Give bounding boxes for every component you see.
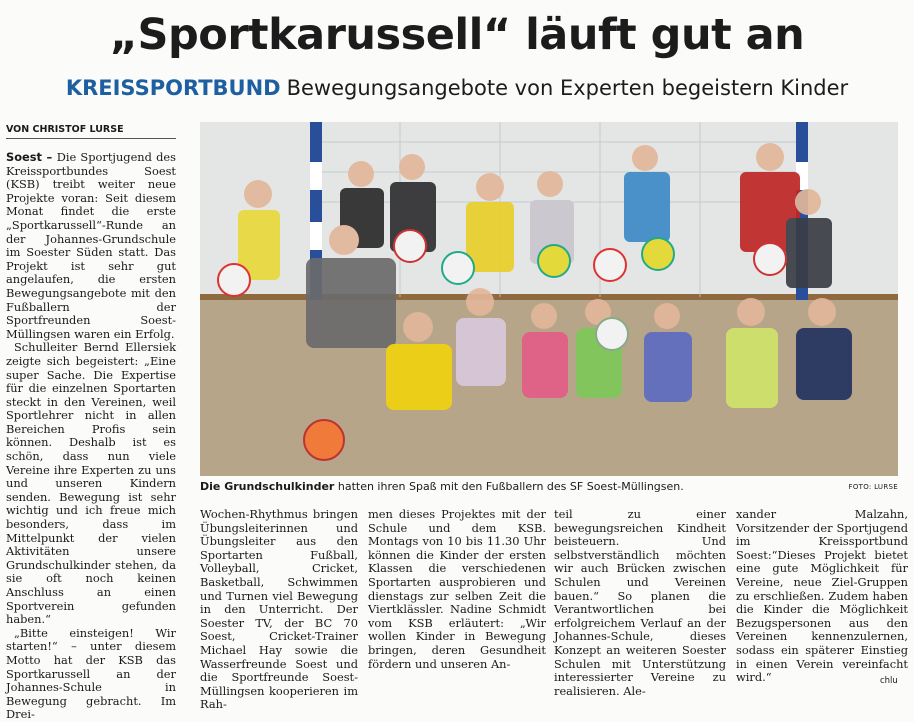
headline: „Sportkarussell“ läuft gut an — [109, 10, 805, 60]
photo-credit: FOTO: LURSE — [848, 483, 898, 491]
photo-caption — [200, 480, 898, 496]
article-column-2 — [200, 507, 358, 712]
paragraph — [6, 151, 176, 341]
paragraph — [200, 508, 358, 712]
article-column-4 — [554, 507, 726, 698]
paragraph-text: „Bitte einsteigen! Wir starten!“ – unter diesem Motto hat der KSB das Sportkarussell an der Johannes-Schule in Bewegung gebracht. Im Drei- — [6, 625, 176, 722]
article-column-5 — [736, 508, 908, 690]
paragraph-text: Schulleiter Bernd Ellersiek zeigte sich begeistert: „Eine super Sache. Die Expertise für die einzelnen Sportarten steckt in den Vereinen, weil Sportlehrer nicht in allen Bereichen Profis sein können. Deshalb ist es schön, dass nun viele Vereine ihre Experten zu uns und unseren Kindern senden. Bewegung ist sehr wichtig und ich freue mich besonders, dass im Mittelpunkt der vielen Aktivitäten unsere Grundschulkinder stehen, da sie oft noch keinen Anschluss an einen Sportverein gefunden haben.“ — [6, 340, 176, 627]
caption-text: hatten ihren Spaß mit den Fußballern des SF Soest-Müllingsen. — [334, 480, 684, 493]
paragraph — [6, 627, 176, 722]
kicker: KREISSPORTBUND — [65, 76, 281, 100]
caption-lead: Die Grundschulkinder — [200, 480, 335, 493]
paragraph-text: Die Sportjugend des Kreissportbundes Soest (KSB) treibt weiter neue Projekte voran: Seit diesem Monat findet die erste „Sportkarussell“-Runde an der Johannes-Grundschule im Soester Süden statt. Das Projekt ist sehr gut angelaufen, die ersten Bewegungsangebote mit den Fußballern der Sportfreunden Soest-Müllingsen waren ein Erfolg. — [6, 150, 176, 341]
paragraph-text: xander Malzahn, Vorsitzender der Sportjugend im Kreissportbund Soest:“Dieses Projekt bietet eine gute Möglichkeit für Vereine, neue Ziel-Gruppen zu erschließen. Zudem haben die Kinder die Möglichkeit Bezugspersonen aus den Vereinen kennenzulernen, sodass ein späterer Einstieg in einen Verein vereinfacht wird.“ — [736, 507, 908, 685]
photo-illustration — [200, 122, 898, 476]
lead-in: Soest – — [6, 150, 57, 164]
paragraph-text: teil zu einer bewegungsreichen Kindheit beisteuern. Und selbstverständlich möchten wir auch Brücken zwischen Schulen und Vereinen bauen.“ So planen die Verantwortlichen bei erfolgreichem Verlauf an der Johannes-Schule, dieses Konzept an weiteren Soester Schulen mit Unterstützung interessierter Vereine zu realisieren. Ale- — [554, 507, 726, 698]
paragraph — [368, 508, 546, 671]
subheadline-text: Bewegungsangebote von Experten begeistern Kinder — [286, 76, 849, 100]
article-column-1 — [6, 150, 176, 722]
paragraph-text: men dieses Projektes mit der Schule und dem KSB. Montags von 10 bis 11.30 Uhr können die Kinder der ersten Klassen die verschiedenen Sportarten ausprobieren und dienstags zur selben Zeit die Viertklässler. Nadine Schmidt vom KSB erläutert: „Wir wollen Kinder in Bewegung bringen, deren Gesundheit fördern und unseren An- — [368, 507, 546, 671]
photo — [200, 122, 898, 476]
subheadline — [0, 76, 914, 100]
byline: VON CHRISTOF LURSE — [6, 124, 176, 139]
paragraph — [6, 341, 176, 626]
author-tag: chlu — [880, 676, 898, 686]
paragraph — [554, 508, 726, 698]
paragraph — [736, 508, 908, 685]
paragraph-text: Wochen-Rhythmus bringen Übungsleiterinnen und Übungsleiter aus den Sportarten Fußball, Volleyball, Cricket, Basketball, Schwimmen und Turnen viel Bewegung in den Unterricht. Der Soester TV, der BC 70 Soest, Cricket-Trainer Michael Hay sowie die Wasserfreunde Soest und die Sportfreunde Soest-Müllingsen kooperieren im Rah- — [200, 507, 358, 712]
article-column-3 — [368, 508, 546, 690]
